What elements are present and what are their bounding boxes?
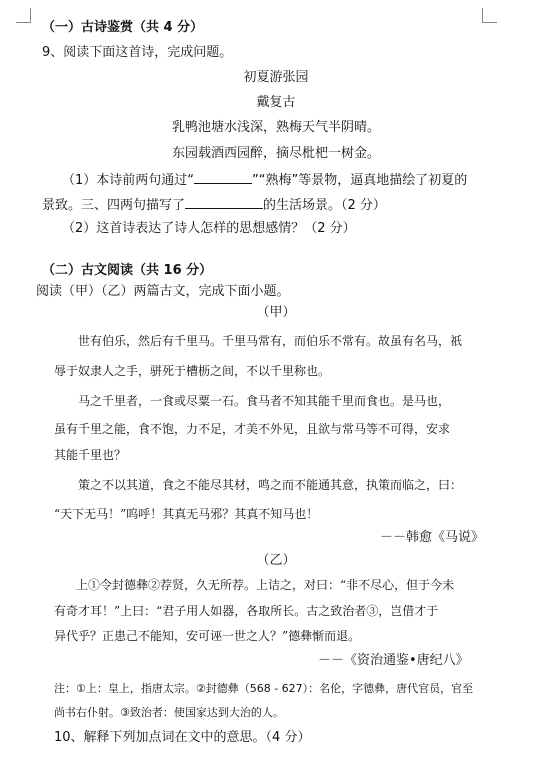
footnote-line-1: 注：①上：皇上，指唐太宗。②封德彝（568 - 627）：名伦，字德彝，唐代官员，官至 bbox=[54, 682, 474, 695]
passage-jia-source: －－韩愈《马说》 bbox=[380, 530, 485, 545]
passage-jia-label: （甲） bbox=[256, 305, 296, 320]
page-corner-mark-right bbox=[482, 8, 497, 23]
passage-jia-line: 虽有千里之能，食不饱，力不足，才美不外见，且欲与常马等不可得，安求 bbox=[54, 422, 451, 436]
footnote-line-2: 尚书右仆射。③致治者：使国家达到大治的人。 bbox=[54, 706, 284, 719]
poem-line-2: 东园载酒西园醉，摘尽枇杷一树金。 bbox=[171, 146, 380, 161]
section2-heading: （二）古文阅读（共 16 分） bbox=[42, 263, 213, 278]
passage-jia-line: 其能千里也？ bbox=[54, 448, 127, 462]
question-9-1-text-b: ”“熟梅”等景物，逼真地描绘了初夏的 bbox=[252, 173, 468, 188]
poem-line-1: 乳鸭池塘水浅深，熟梅天气半阴晴。 bbox=[171, 120, 380, 135]
question-9-1-text-a: （1）本诗前两句通过“ bbox=[62, 173, 195, 188]
question-9-1-line-1 bbox=[62, 170, 467, 190]
passage-jia-line: 辱于奴隶人之手，骈死于槽枥之间，不以千里称也。 bbox=[54, 364, 331, 378]
section2-intro: 阅读（甲）（乙）两篇古文，完成下面小题。 bbox=[36, 284, 290, 299]
answer-blank-1[interactable] bbox=[194, 170, 252, 184]
poem-title: 初夏游张园 bbox=[243, 70, 309, 85]
passage-jia-line: 马之千里者，一食或尽粟一石。食马者不知其能千里而食也。是马也， bbox=[78, 394, 451, 408]
question-9-2: （2）这首诗表达了诗人怎样的思想感情？（2 分） bbox=[62, 221, 356, 236]
section1-heading: （一）古诗鉴赏（共 4 分） bbox=[42, 20, 204, 35]
poem-author: 戴复古 bbox=[256, 95, 296, 110]
passage-yi-label: （乙） bbox=[256, 553, 296, 568]
passage-yi-line: 有奇才耳！”上曰：“君子用人如器，各取所长。古之致治者③，岂借才于 bbox=[54, 604, 439, 618]
passage-yi-line: 上①令封德彝②荐贤，久无所荐。上诘之，对曰：“非不尽心，但于今未 bbox=[76, 578, 455, 592]
passage-jia-line: 策之不以其道，食之不能尽其材，鸣之而不能通其意，执策而临之，曰： bbox=[78, 478, 463, 492]
question-9-1-text-d: 的生活场景。（2 分） bbox=[263, 198, 386, 213]
question-9-1-text-c: 景致。三、四两句描写了 bbox=[42, 198, 186, 213]
page-corner-mark-left bbox=[16, 8, 31, 23]
passage-yi-source: －－《资治通鉴•唐纪八》 bbox=[318, 653, 469, 668]
question-9-1-line-2 bbox=[42, 195, 386, 215]
passage-jia-line: 世有伯乐，然后有千里马。千里马常有，而伯乐不常有。故虽有名马，祇 bbox=[78, 334, 463, 348]
passage-jia-line: “天下无马！”呜呼！其真无马邪？其真不知马也！ bbox=[54, 507, 319, 521]
passage-yi-line: 异代乎？正患己不能知，安可诬一世之人？”德彝惭而退。 bbox=[54, 629, 361, 643]
answer-blank-2[interactable] bbox=[185, 195, 263, 209]
question-9-prompt: 9、阅读下面这首诗，完成问题。 bbox=[42, 45, 233, 60]
question-10-prompt: 10、解释下列加点词在文中的意思。（4 分） bbox=[54, 730, 311, 745]
